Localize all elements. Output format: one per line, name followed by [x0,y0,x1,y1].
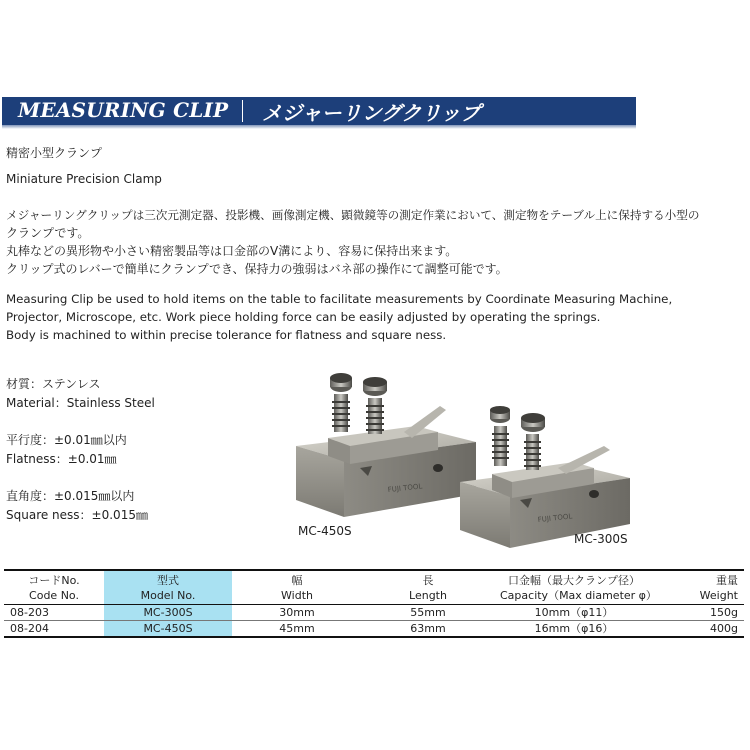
cell-weight: 150g [654,605,744,621]
table-header-row-en [4,588,744,605]
header-width-en: Width [232,588,362,605]
cell-width: 45mm [232,621,362,638]
header-width-jp: 幅 [232,570,362,588]
header-weight-jp: 重量 [654,570,744,588]
cell-code: 08-204 [4,621,104,638]
description-jp-line-4: クリップ式のレバーで簡単にクランプでき、保持力の強弱はバネ部の操作にて調整可能です。 [6,262,508,276]
spec-table [4,569,744,638]
description-en-line-2: Projector, Microscope, etc. Work piece holding force can be easily adjusted by operating the springs. [6,310,601,324]
cell-capacity: 16mm（φ16） [494,621,654,638]
cell-length: 55mm [362,605,494,621]
header-length-jp: 長 [362,570,494,588]
header-length-en: Length [362,588,494,605]
title-english: MEASURING CLIP [18,98,229,122]
caption-mc-450s: MC-450S [298,524,352,538]
table-row [4,605,744,621]
header-model-jp: 型式 [104,570,232,588]
cell-code: 08-203 [4,605,104,621]
table-row [4,621,744,638]
header-code-en: Code No. [4,588,104,605]
header-model-en: Model No. [104,588,232,605]
cell-model: MC-450S [104,621,232,638]
squareness-japanese: 直角度：±0.015㎜以内 [6,489,135,503]
cell-weight: 400g [654,621,744,638]
description-jp-line-3: 丸棒などの異形物や小さい精密製品等は口金部のV溝により、容易に保持出来ます。 [6,244,458,258]
cell-length: 63mm [362,621,494,638]
squareness-english: Square ness：±0.015㎜ [6,508,148,522]
brand-mark-right: FUJI TOOL [537,512,573,524]
flatness-english: Flatness：±0.01㎜ [6,452,117,466]
table-header-row-jp [4,570,744,588]
brand-mark-left: FUJI TOOL [387,482,423,494]
subtitle-english: Miniature Precision Clamp [6,172,162,186]
title-separator [242,100,243,122]
cell-width: 30mm [232,605,362,621]
clamp-mc-300s [460,406,630,548]
caption-mc-300s: MC-300S [574,532,628,546]
cell-capacity: 10mm（φ11） [494,605,654,621]
clamp-mc-450s [296,373,476,517]
material-english: Material：Stainless Steel [6,396,155,410]
description-en-line-1: Measuring Clip be used to hold items on the table to facilitate measurements by Coordinate Measuring Machine, [6,292,673,306]
material-japanese: 材質：ステンレス [6,377,101,391]
header-capacity-en: Capacity（Max diameter φ） [494,588,654,605]
subtitle-japanese: 精密小型クランプ [6,146,103,160]
description-jp-line-1: メジャーリングクリップは三次元測定器、投影機、画像測定機、顕微鏡等の測定作業において、測定物をテーブル上に保持する小型の [6,208,700,222]
cell-model: MC-300S [104,605,232,621]
flatness-japanese: 平行度：±0.01㎜以内 [6,433,127,447]
description-jp-line-2: クランプです。 [6,226,90,240]
header-weight-en: Weight [654,588,744,605]
header-capacity-jp: 口金幅（最大クランプ径） [494,570,654,588]
description-en-line-3: Body is machined to within precise tolerance for flatness and square ness. [6,328,447,342]
title-japanese: メジャーリングクリップ [262,101,481,125]
header-code-jp: コードNo. [4,570,104,588]
